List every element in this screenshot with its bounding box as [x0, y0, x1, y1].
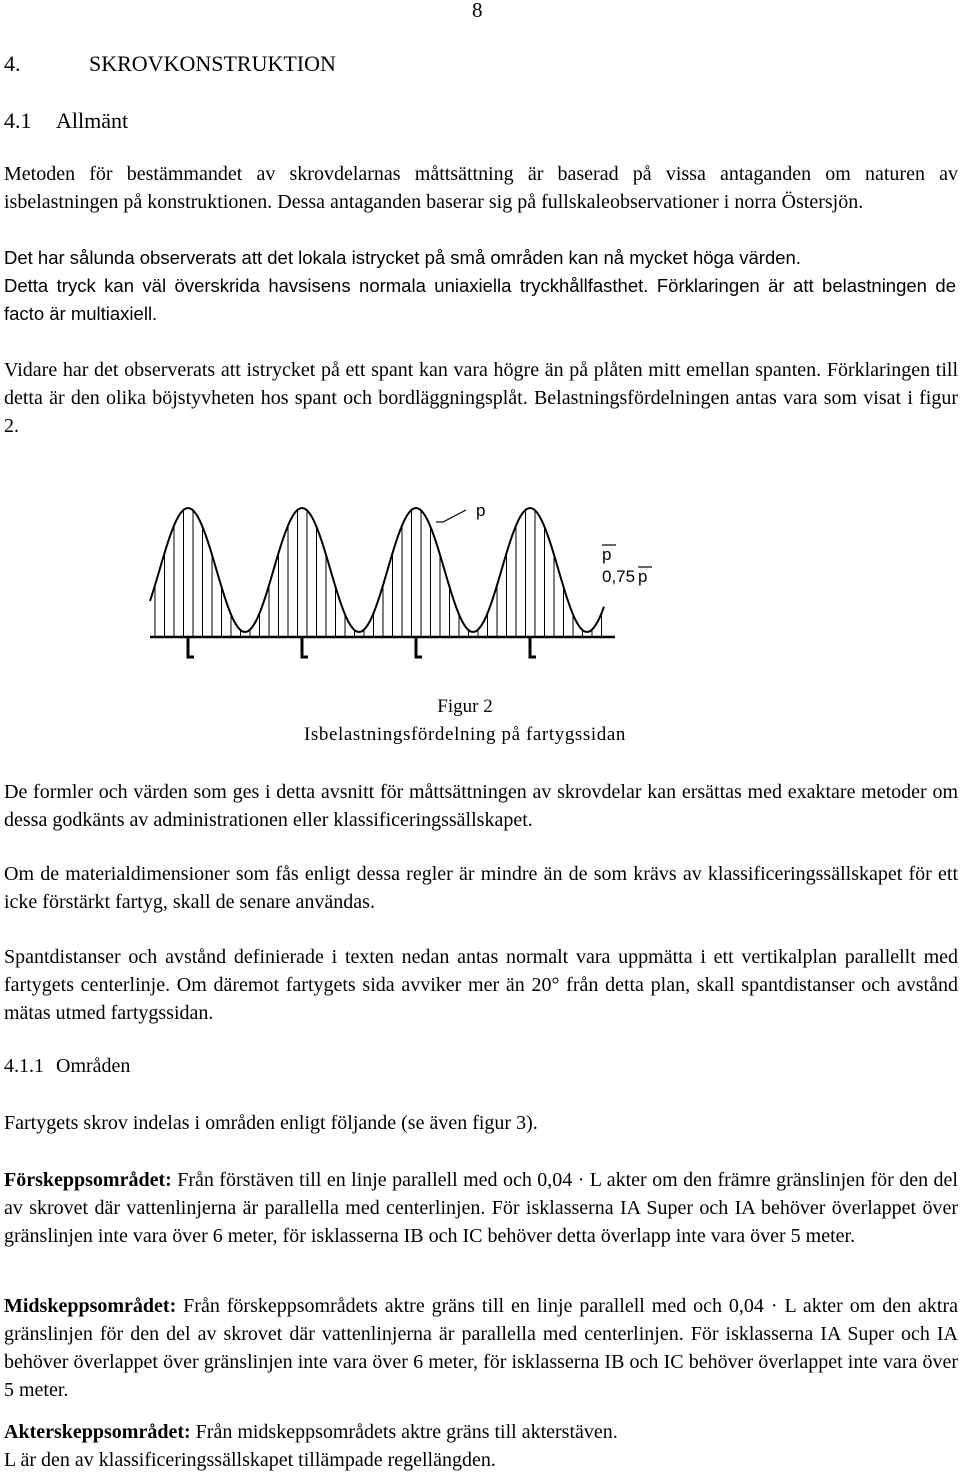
section-number: 4.: [4, 51, 21, 76]
frame-profile: [530, 637, 536, 657]
paragraph: Detta tryck kan väl överskrida havsisens normala uniaxiella tryckhållfasthet. Förklaringen är att belastningen de facto är multiaxiell.: [4, 275, 956, 324]
subsubsection-title: Områden: [56, 1055, 131, 1077]
paragraph: Vidare har det observerats att istrycket på ett spant kan vara högre än på plåten mitt emellan spanten. Förklaringen till detta är den olika böjstyvheten hos spant och bordläggningsplåt. Belastningsfördelningen antas vara som visat i figur 2.: [4, 359, 958, 437]
label-075-p: p: [638, 567, 648, 586]
subsection-heading: [4, 108, 128, 134]
subsection-title: Allmänt: [56, 108, 129, 133]
subsubsection-heading: [4, 1055, 130, 1078]
leader-line: [443, 510, 466, 522]
definition-text: Från förstäven till en linje parallell med och 0,04 · L akter om den främre gränslinjen för den del av skrovet där vattenlinjerna är parallella med centerlinjen. För isklasserna IA Super och IA behöver överlappet över gränslinjen inte vara över 6 meter, för isklasserna IB och IC behöver detta överlapp inte vara över 5 meter.: [4, 1169, 958, 1247]
figure-caption-number: Figur 2: [437, 696, 493, 717]
definition-mid: [4, 1292, 958, 1404]
definition-fore: [4, 1166, 958, 1250]
section-heading: [4, 51, 336, 77]
load-distribution-diagram: [140, 490, 700, 670]
frames: [188, 637, 536, 657]
paragraph: Om de materialdimensioner som fås enligt dessa regler är mindre än de som krävs av klassificeringssällskapet för ett icke förstärkt fartyg, skall de senare användas.: [4, 863, 958, 913]
figure-ice-load-distribution: [140, 490, 790, 750]
subsection-number: 4.1: [4, 108, 32, 133]
definition-text: Från midskeppsområdets aktre gräns till akterstäven.: [190, 1421, 618, 1443]
paragraph: L är den av klassificeringssällskapet tillämpade regellängden.: [4, 1449, 496, 1471]
load-curve: [150, 508, 604, 632]
paragraph: Fartygets skrov indelas i områden enligt följande (se även figur 3).: [4, 1112, 538, 1134]
figure-caption-title: Isbelastningsfördelning på fartygssidan: [303, 724, 627, 745]
frame-profile: [188, 637, 194, 657]
frame-profile: [416, 637, 422, 657]
load-hatching: [155, 510, 602, 637]
definition-text: Från förskeppsområdets aktre gräns till en linje parallell med och 0,04 · L akter om den aktra gränslinjen för den del av skrovet där vattenlinjerna är parallella med centerlinjen. För isklasserna IA Super och IA behöver överlappet över gränslinjen inte vara över 6 meter, för isklasserna IB och IC behöver överlappet inte vara över 5 meter.: [4, 1295, 958, 1401]
paragraph: Spantdistanser och avstånd definierade i texten nedan antas normalt vara uppmätta i ett vertikalplan parallellt med fartygets centerlinje. Om däremot fartygets sida avviker mer än 20° från detta plan, skall spantdistanser och avstånd mätas utmed fartygssidan.: [4, 946, 958, 1024]
section-title: SKROVKONSTRUKTION: [89, 51, 336, 76]
definition-aft: [4, 1418, 958, 1446]
label-p-bar: p: [602, 545, 612, 564]
definition-term: Midskeppsområdet:: [4, 1295, 177, 1317]
subsubsection-number: 4.1.1: [4, 1055, 44, 1077]
paragraph: De formler och värden som ges i detta avsnitt för måttsättningen av skrovdelar kan ersättas med exaktare metoder om dessa godkänts av administrationen eller klassificeringssällskapet.: [4, 781, 958, 831]
label-p: p: [476, 501, 486, 520]
definition-term: Akterskeppsområdet:: [4, 1421, 191, 1443]
label-075: 0,75: [602, 567, 636, 586]
paragraph: Metoden för bestämmandet av skrovdelarnas måttsättning är baserad på vissa antaganden om naturen av isbelastningen på konstruktionen. Dessa antaganden baserar sig på fullskaleobservationer i norra Östersjön.: [4, 163, 958, 213]
paragraph: Det har sålunda observerats att det lokala istrycket på små områden kan nå mycket höga värden.: [4, 247, 801, 268]
frame-profile: [302, 637, 308, 657]
definition-term: Förskeppsområdet:: [4, 1169, 172, 1191]
page-number: 8: [472, 0, 483, 22]
